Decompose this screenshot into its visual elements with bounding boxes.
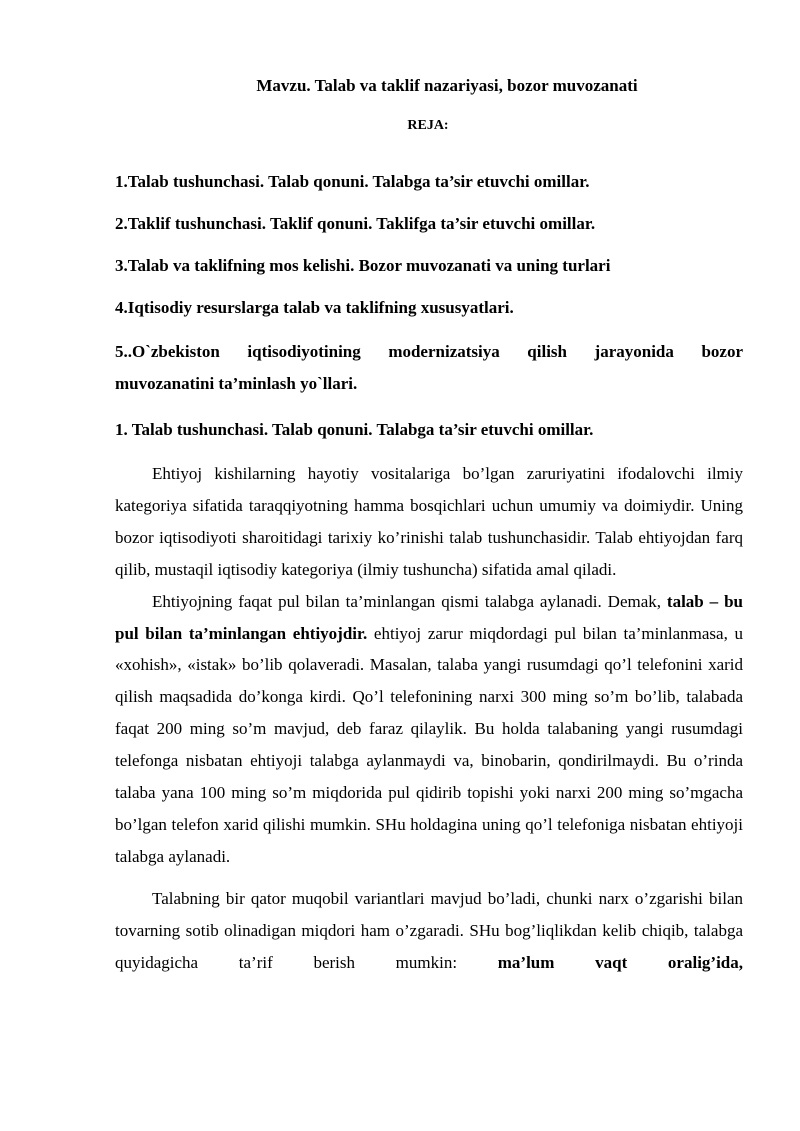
plan-heading: REJA: (407, 118, 449, 133)
paragraph-2-start: Ehtiyojning faqat pul bilan ta’minlangan qismi talabga aylanadi. Demak, (152, 591, 667, 611)
title-text: Talab va taklif nazariyasi, bozor muvozanati (310, 76, 638, 95)
paragraph-3-start: Talabning bir qator muqobil variantlari mavjud bo’ladi, chunki narx o’zgarishi bilan tovarning sotib olinadigan miqdori ham o’zgaradi. SHu bog’liqlikdan kelib chiqib, talabga quyidagicha ta’rif berish mumkin: (115, 888, 743, 972)
plan-item-4: 4.Iqtisodiy resurslarga talab va taklifning xususyatlari. (115, 298, 514, 317)
title-prefix: Mavzu. (256, 76, 311, 95)
paragraph-2-end: ehtiyoj zarur miqdordagi pul bilan ta’minlanmasa, u «xohish», «istak» bo’lib qolaveradi. Masalan, talaba yangi rusumdagi qo’l telefonini xarid qilish maqsadida do’konga kirdi. Qo’l telefonining narxi 300 ming so’m bo’lib, talabada faqat 200 ming so’m mavjud, deb faraz qilaylik. Bu holda talabaning yangi rusumdagi telefonga nisbatan ehtiyoji talabga aylanmaydi va, binobarin, qondirilmaydi. Bu o’rinda talaba yana 100 ming so’m miqdorida pul qidirib topishi yoki narxi 200 ming so’mgacha bo’lgan telefon xarid qilishi mumkin. SHu holdagina uning qo’l telefoniga nisbatan ehtiyoji talabga aylanadi. (115, 623, 744, 866)
plan-item-5 (115, 336, 743, 400)
section-heading: 1. Talab tushunchasi. Talab qonuni. Talabga ta’sir etuvchi omillar. (115, 420, 594, 439)
paragraph-3 (115, 883, 743, 979)
plan-item-2: 2.Taklif tushunchasi. Taklif qonuni. Taklifga ta’sir etuvchi omillar. (115, 214, 596, 233)
paragraph-3-bold: ma’lum vaqt oralig’ida, (497, 952, 744, 972)
paragraph-2 (115, 586, 743, 873)
body-text (115, 458, 743, 979)
plan-item-3: 3.Talab va taklifning mos kelishi. Bozor muvozanati va uning turlari (115, 256, 611, 275)
plan-item-5-line-1: 5..O`zbekiston iqtisodiyotining modernizatsiya qilish jarayonida bozor (115, 342, 743, 361)
plan-item-1: 1.Talab tushunchasi. Talab qonuni. Talabga ta’sir etuvchi omillar. (115, 172, 590, 191)
document-title (0, 76, 800, 96)
paragraph-1: Ehtiyoj kishilarning hayotiy vositalariga bo’lgan zaruriyatini ifodalovchi ilmiy kategoriya sifatida taraqqiyotning hamma bosqichlari uchun umumiy va doimiydir. Uning bozor iqtisodiyoti sharoitidagi tarixiy ko’rinishi talab tushunchasidir. Talab ehtiyojdan farq qilib, mustaqil iqtisodiy kategoriya (ilmiy tushuncha) sifatida amal qiladi. (115, 464, 743, 579)
plan-item-5-line-2: muvozanatini ta’minlash yo`llari. (115, 374, 358, 393)
demand-definition: talab – bu pul bilan ta’minlangan ehtiyojdir. (115, 591, 743, 643)
